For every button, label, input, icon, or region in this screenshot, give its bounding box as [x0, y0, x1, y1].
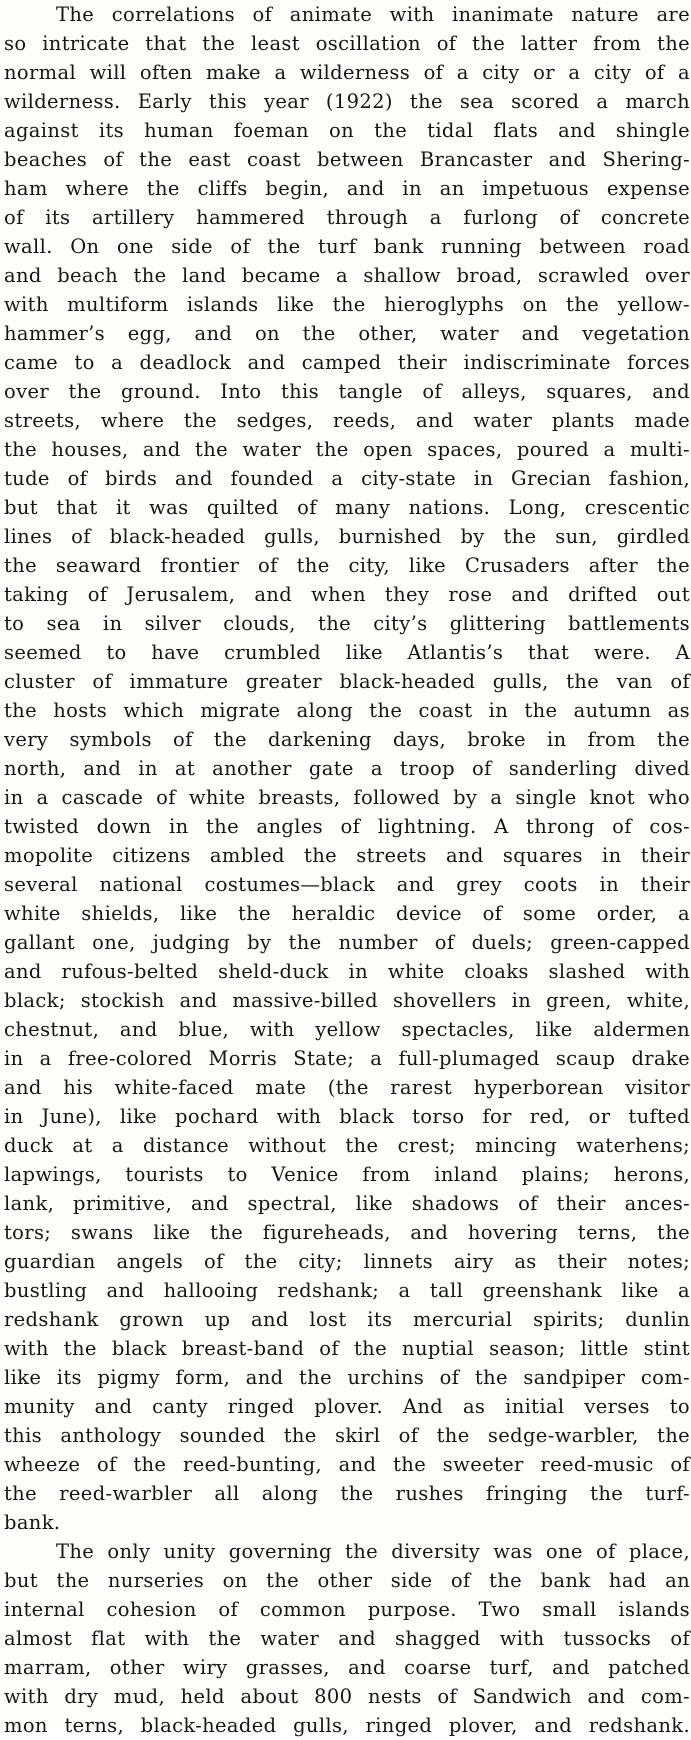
paragraph — [4, 0, 690, 1537]
text-line: with dry mud, held about 800 nests of Sandwich and com- — [4, 1685, 690, 1708]
text-line: twisted down in the angles of lightning. A throng of cos- — [4, 815, 690, 838]
text-line: wall. On one side of the turf bank running between road — [4, 235, 690, 258]
text-line: ham where the cliffs begin, and in an impetuous expense — [4, 177, 690, 200]
text-line: wilderness. Early this year (1922) the sea scored a march — [4, 90, 690, 113]
body-text — [4, 0, 690, 1740]
text-line: the seaward frontier of the city, like Crusaders after the — [4, 554, 690, 577]
text-line: gallant one, judging by the number of duels; green-capped — [4, 931, 690, 954]
text-line: of its artillery hammered through a furlong of concrete — [4, 206, 690, 229]
text-line: tude of birds and founded a city-state in Grecian fashion, — [4, 467, 690, 490]
text-line: but the nurseries on the other side of the bank had an — [4, 1569, 690, 1592]
text-line: several national costumes—black and grey coots in their — [4, 873, 690, 896]
text-line: so intricate that the least oscillation of the latter from the — [4, 32, 690, 55]
text-line: north, and in at another gate a troop of sanderling dived — [4, 757, 690, 780]
text-line: internal cohesion of common purpose. Two small islands — [4, 1598, 690, 1621]
text-line: the reed-warbler all along the rushes fringing the turf- — [4, 1482, 690, 1505]
text-line: in a cascade of white breasts, followed by a single knot who — [4, 786, 690, 809]
text-line: white shields, like the heraldic device of some order, a — [4, 902, 690, 925]
text-line: with the black breast-band of the nuptial season; little stint — [4, 1337, 690, 1360]
text-line: seemed to have crumbled like Atlantis’s that were. A — [4, 641, 690, 664]
text-line: came to a deadlock and camped their indiscriminate forces — [4, 351, 690, 374]
text-line: the hosts which migrate along the coast in the autumn as — [4, 699, 690, 722]
text-line: wheeze of the reed-bunting, and the sweeter reed-music of — [4, 1453, 690, 1476]
text-line: munity and canty ringed plover. And as initial verses to — [4, 1395, 690, 1418]
text-line: and his white-faced mate (the rarest hyperborean visitor — [4, 1076, 690, 1099]
text-line: The correlations of animate with inanimate nature are — [56, 3, 690, 26]
text-line: over the ground. Into this tangle of alleys, squares, and — [4, 380, 690, 403]
text-line: but that it was quilted of many nations. Long, crescentic — [4, 496, 690, 519]
text-line: bank. — [4, 1511, 61, 1534]
text-line: mopolite citizens ambled the streets and squares in their — [4, 844, 690, 867]
text-line: against its human foeman on the tidal flats and shingle — [4, 119, 690, 142]
text-line: to sea in silver clouds, the city’s glittering battlements — [4, 612, 690, 635]
text-line: the houses, and the water the open spaces, poured a multi- — [4, 438, 690, 461]
text-line: in June), like pochard with black torso for red, or tufted — [4, 1105, 690, 1128]
text-line: redshank grown up and lost its mercurial spirits; dunlin — [4, 1308, 690, 1331]
text-line: almost flat with the water and shagged with tussocks of — [4, 1627, 690, 1650]
text-line: normal will often make a wilderness of a city or a city of a — [4, 61, 690, 84]
text-line: The only unity governing the diversity was one of place, — [56, 1540, 690, 1563]
text-line: in a free-colored Morris State; a full-plumaged scaup drake — [4, 1047, 690, 1070]
text-line: tors; swans like the figureheads, and hovering terns, the — [4, 1221, 690, 1244]
text-line: like its pigmy form, and the urchins of the sandpiper com- — [4, 1366, 690, 1389]
text-line: black; stockish and massive-billed shovellers in green, white, — [4, 989, 690, 1012]
text-line: lank, primitive, and spectral, like shadows of their ances- — [4, 1192, 690, 1215]
text-line: mon terns, black-headed gulls, ringed plover, and redshank. — [4, 1714, 690, 1737]
text-line: this anthology sounded the skirl of the sedge-warbler, the — [4, 1424, 690, 1447]
text-line: hammer’s egg, and on the other, water and vegetation — [4, 322, 690, 345]
text-line: with multiform islands like the hieroglyphs on the yellow- — [4, 293, 690, 316]
text-line: duck at a distance without the crest; mincing waterhens; — [4, 1134, 690, 1157]
text-line: very symbols of the darkening days, broke in from the — [4, 728, 690, 751]
paragraph — [4, 1537, 690, 1740]
text-line: lapwings, tourists to Venice from inland plains; herons, — [4, 1163, 690, 1186]
text-line: bustling and hallooing redshank; a tall greenshank like a — [4, 1279, 690, 1302]
text-line: lines of black-headed gulls, burnished by the sun, girdled — [4, 525, 690, 548]
text-line: beaches of the east coast between Brancaster and Shering- — [4, 148, 690, 171]
text-line: guardian angels of the city; linnets airy as their notes; — [4, 1250, 690, 1273]
text-line: marram, other wiry grasses, and coarse turf, and patched — [4, 1656, 690, 1679]
text-line: streets, where the sedges, reeds, and water plants made — [4, 409, 690, 432]
text-line: chestnut, and blue, with yellow spectacles, like aldermen — [4, 1018, 690, 1041]
text-line: and beach the land became a shallow broad, scrawled over — [4, 264, 690, 287]
text-line: cluster of immature greater black-headed gulls, the van of — [4, 670, 690, 693]
text-line: and rufous-belted sheld-duck in white cloaks slashed with — [4, 960, 690, 983]
text-line: taking of Jerusalem, and when they rose and drifted out — [4, 583, 690, 606]
